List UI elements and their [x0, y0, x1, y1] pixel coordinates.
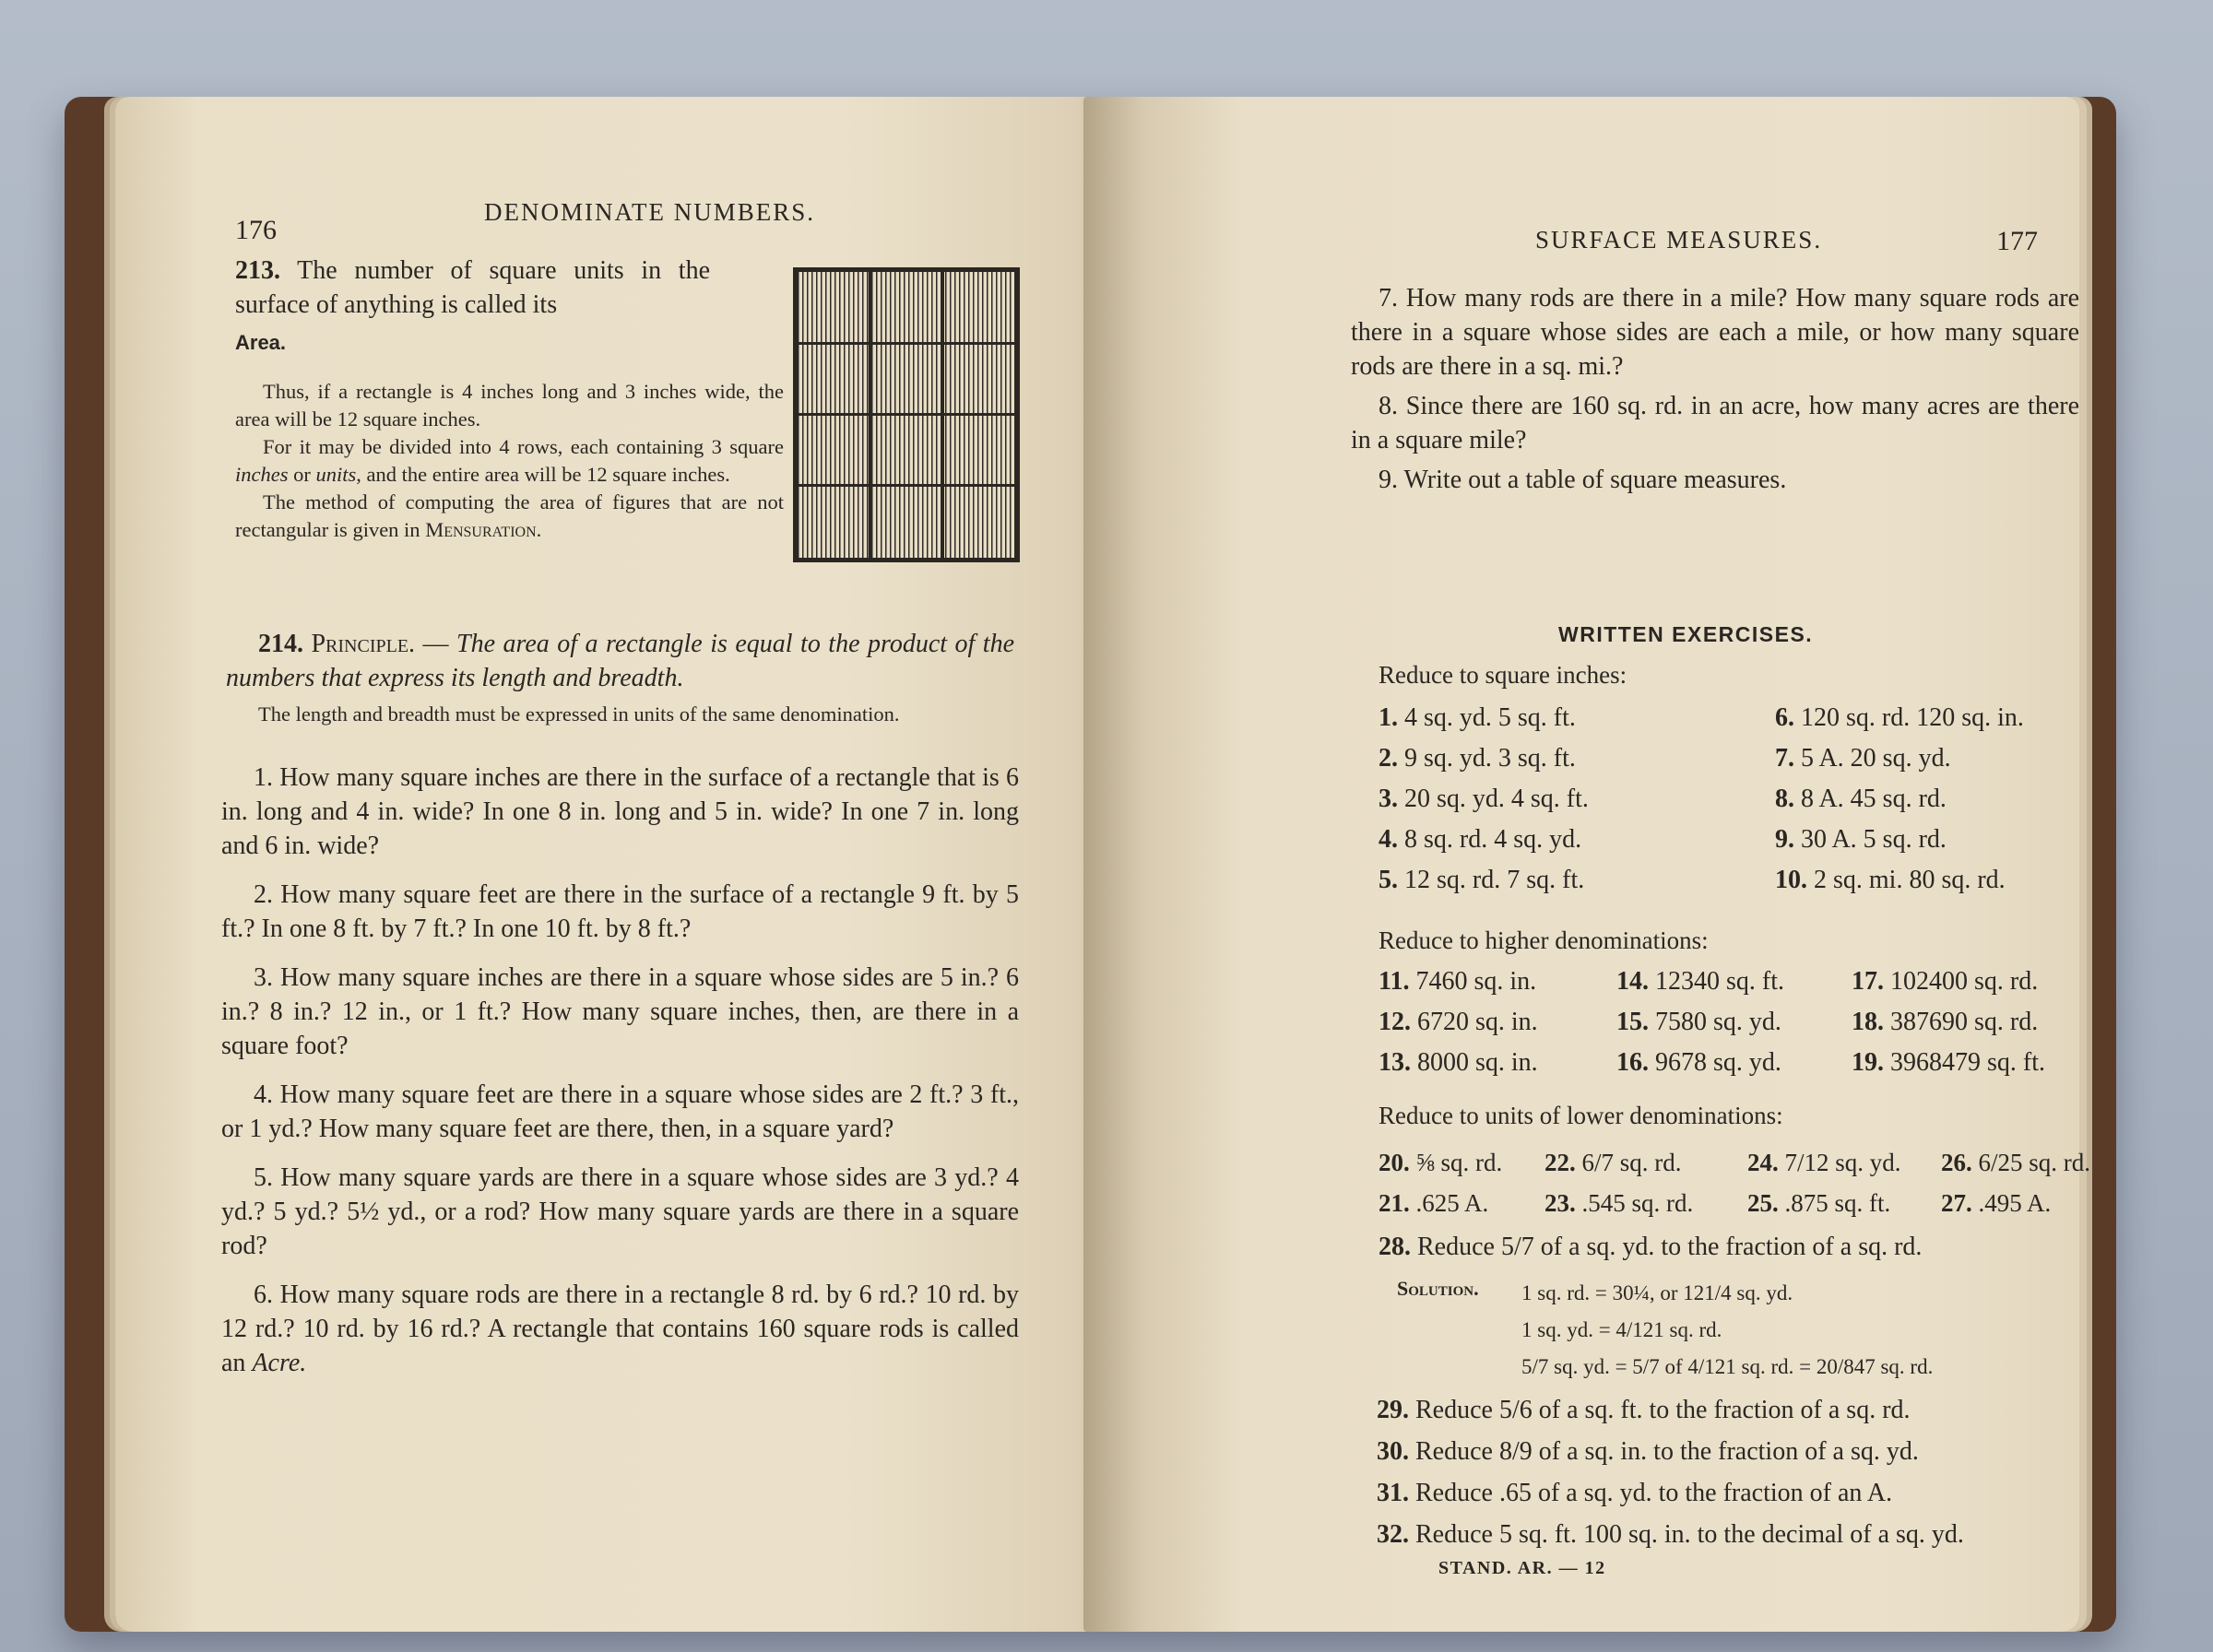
exercise-row: 2. 9 sq. yd. 3 sq. ft. 7. 5 A. 20 sq. yd.: [1379, 744, 1951, 773]
section-213-notes: [235, 378, 784, 544]
principle-statement: The area of a rectangle is equal to the product of the numbers that express its length and breadth.: [226, 630, 1015, 692]
exercise-group-lower: [1379, 1142, 2107, 1223]
exercise-group-square-inches: [1379, 698, 2089, 901]
grid-line: [798, 413, 1015, 416]
exercise-row: 3. 20 sq. yd. 4 sq. ft. 8. 8 A. 45 sq. rd.: [1379, 785, 1947, 813]
oral-questions-continued: [1351, 281, 2079, 497]
signature-mark: STAND. AR. — 12: [1438, 1558, 1606, 1578]
running-head-right: SURFACE MEASURES.: [1535, 226, 1823, 254]
solution-line: 5/7 sq. yd. = 5/7 of 4/121 sq. rd. = 20/847 sq. rd.: [1521, 1355, 1934, 1378]
exercise-row: 11. 7460 sq. in. 14. 12340 sq. ft. 17. 102400 sq. rd.: [1379, 967, 2039, 996]
question-item: 4. How many square feet are there in a square whose sides are 2 ft.? 3 ft., or 1 yd.? How many square feet are there, then, in a square yard?: [221, 1080, 1020, 1143]
exercise-row: 31. Reduce .65 of a sq. yd. to the fraction of an A.: [1377, 1479, 1893, 1507]
page-number-left: 176: [235, 215, 277, 245]
running-head-left: DENOMINATE NUMBERS.: [484, 198, 816, 226]
final-exercises: [1377, 1389, 1964, 1555]
note-paragraph: The method of computing the area of figures that are not rectangular is given in Mensuration.: [235, 490, 784, 541]
book: [65, 97, 2116, 1632]
exercise-row: 12. 6720 sq. in. 15. 7580 sq. yd. 18. 387690 sq. rd.: [1379, 1008, 2039, 1036]
exercise-row: 13. 8000 sq. in. 16. 9678 sq. yd. 19. 3968479 sq. ft.: [1379, 1048, 2045, 1077]
question-item: 9. Write out a table of square measures.: [1379, 466, 1787, 494]
question-item: 5. How many square yards are there in a square whose sides are 3 yd.? 4 yd.? 5 yd.? 5½ yd., or a rod? How many square yards are there in a square rod?: [221, 1163, 1020, 1260]
written-exercises-heading: WRITTEN EXERCISES.: [1558, 622, 1814, 646]
left-page: [115, 97, 1157, 1632]
solution-line: 1 sq. yd. = 4/121 sq. rd.: [1521, 1318, 1722, 1341]
exercise-row: 32. Reduce 5 sq. ft. 100 sq. in. to the decimal of a sq. yd.: [1377, 1520, 1964, 1549]
question-item: 7. How many rods are there in a mile? How many square rods are there in a square whose sides are each a mile, or how many square rods are there in a sq. mi.?: [1351, 284, 2079, 381]
note-paragraph: Thus, if a rectangle is 4 inches long and 3 inches wide, the area will be 12 square inches.: [235, 380, 784, 431]
section-text: The number of square units in the surface of anything is called its: [235, 256, 710, 319]
area-term: Area.: [235, 331, 287, 354]
page-number-right: 177: [1996, 226, 2038, 256]
exercise-row: 30. Reduce 8/9 of a sq. in. to the fraction of a sq. yd.: [1377, 1437, 1919, 1466]
note-paragraph: For it may be divided into 4 rows, each containing 3 square inches or units, and the entire area will be 12 square inches.: [235, 435, 784, 486]
question-item: 2. How many square feet are there in the surface of a rectangle 9 ft. by 5 ft.? In one 8 ft. by 7 ft.? In one 10 ft. by 8 ft.?: [221, 880, 1019, 943]
solution-label: Solution.: [1397, 1277, 1479, 1300]
section-214: 214. Principle. — The area of a rectangle is equal to the product of the numbers that express its length and breadth.: [226, 630, 1015, 692]
question-item: 3. How many square inches are there in a square whose sides are 5 in.? 6 in.? 8 in.? 12 in., or 1 ft.? How many square inches, then, are there in a square foot?: [221, 963, 1020, 1060]
exercise-group-higher: [1379, 962, 2098, 1083]
question-item: 6. How many square rods are there in a rectangle 8 rd. by 6 rd.? 10 rd. by 12 rd.? 10 rd. by 16 rd.? A rectangle that contains 160 square rods is called an Acre.: [221, 1280, 1019, 1377]
right-page: [1083, 97, 2090, 1632]
exercise-row: 20. ⅝ sq. rd. 22. 6/7 sq. rd. 24. 7/12 sq. yd. 26. 6/25 sq. rd.: [1379, 1149, 2090, 1176]
exercise-row: 4. 8 sq. rd. 4 sq. yd. 9. 30 A. 5 sq. rd.: [1379, 825, 1947, 854]
question-item: 1. How many square inches are there in the surface of a rectangle that is 6 in. long and 4 in. wide? In one 8 in. long and 5 in. wide? In one 7 in. long and 6 in. wide?: [221, 763, 1020, 860]
exercise-row: 21. .625 A. 23. .545 sq. rd. 25. .875 sq. ft. 27. .495 A.: [1379, 1189, 2052, 1217]
exercise-row: 1. 4 sq. yd. 5 sq. ft. 6. 120 sq. rd. 120 sq. in.: [1379, 703, 2024, 732]
question-28: 28. Reduce 5/7 of a sq. yd. to the fraction of a sq. rd.: [1379, 1233, 1923, 1261]
solution-line: 1 sq. rd. = 30¼, or 121/4 sq. yd.: [1521, 1281, 1793, 1304]
oral-questions: [221, 761, 1019, 1380]
exercise-row: 29. Reduce 5/6 of a sq. ft. to the fraction of a sq. rd.: [1377, 1396, 1911, 1424]
exercise-row: 5. 12 sq. rd. 7 sq. ft. 10. 2 sq. mi. 80 sq. rd.: [1379, 866, 2006, 894]
section-213: [235, 254, 710, 360]
grid-line: [798, 484, 1015, 487]
question-item: 8. Since there are 160 sq. rd. in an acre, how many acres are there in a square mile?: [1351, 392, 2080, 454]
area-diagram: [793, 267, 1020, 562]
group-title: Reduce to higher denominations:: [1379, 926, 1709, 954]
grid-line: [798, 342, 1015, 345]
section-214-note: The length and breadth must be expressed in units of the same denomination.: [258, 702, 900, 726]
group-title: Reduce to square inches:: [1379, 661, 1627, 689]
group-title: Reduce to units of lower denominations:: [1379, 1102, 1783, 1129]
section-number: 213.: [235, 256, 280, 285]
solution-work: [1521, 1275, 1933, 1386]
